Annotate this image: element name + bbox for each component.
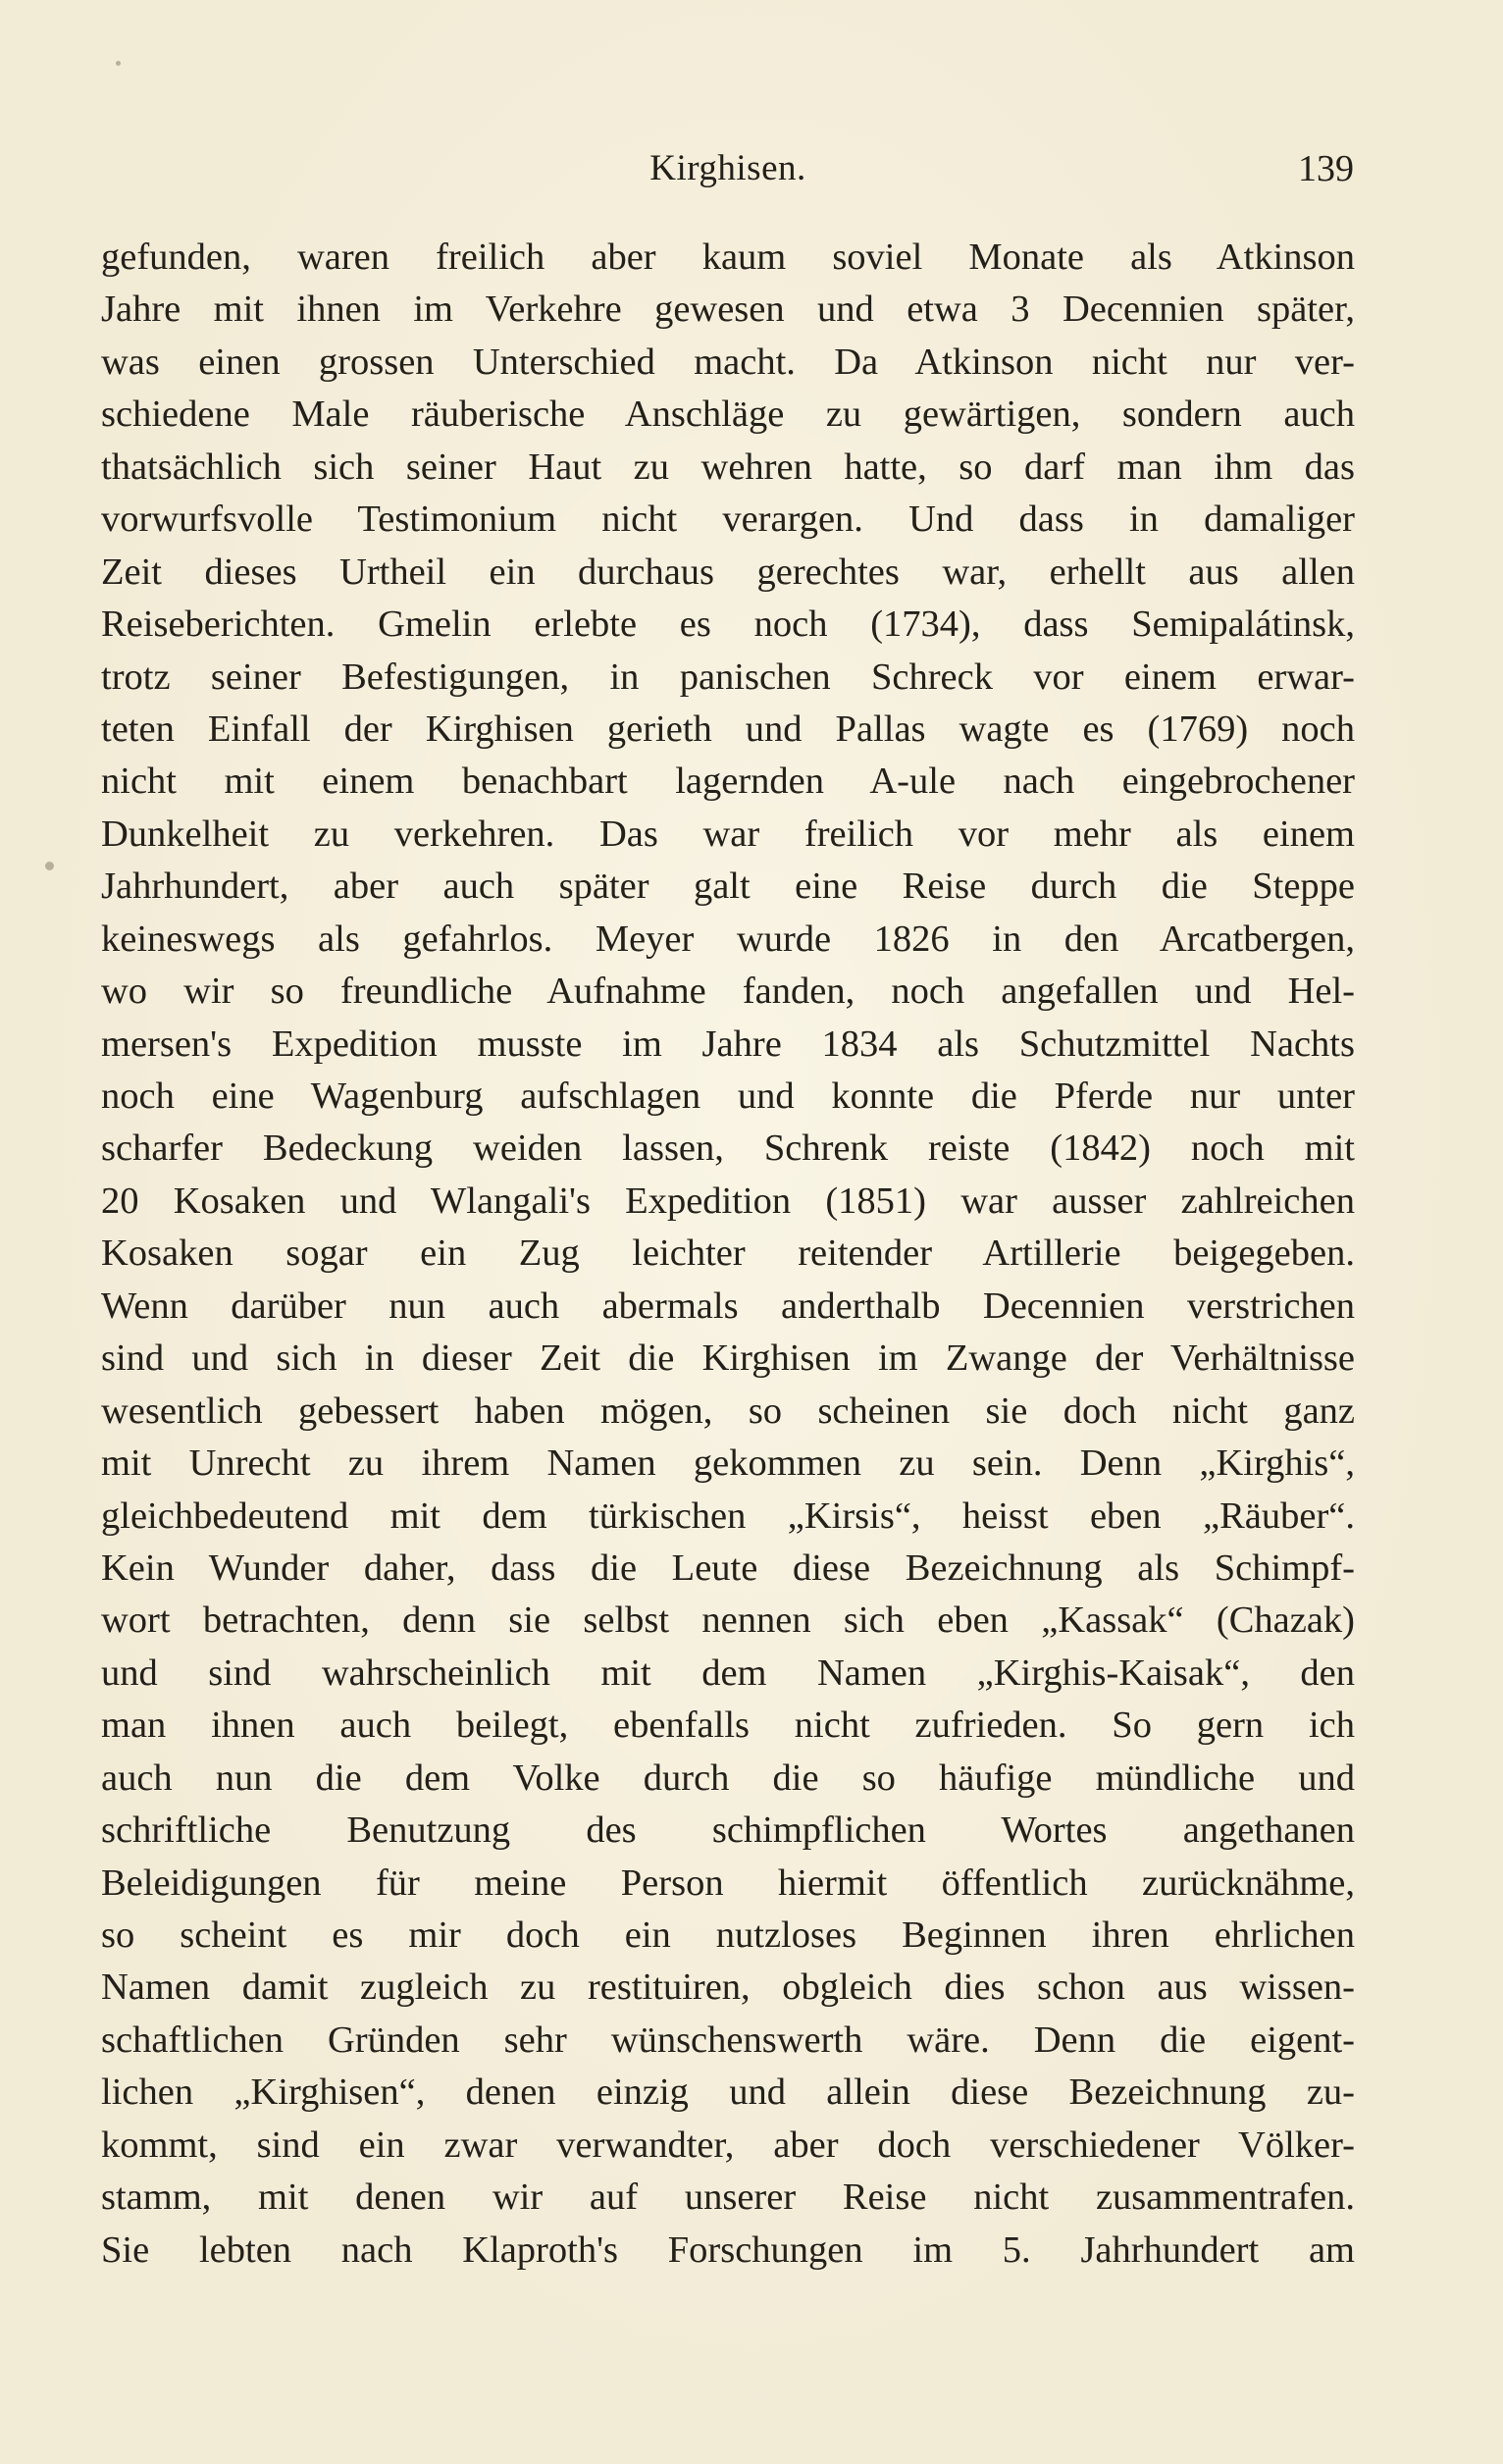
text-line: scharfer Bedeckung weiden lassen, Schrenk reiste (1842) noch mit — [101, 1127, 1355, 1170]
text-line: Kein Wunder daher, dass die Leute diese Bezeichnung als Schimpf- — [101, 1547, 1355, 1589]
text-line: schriftliche Benutzung des schimpflichen Wortes angethanen — [101, 1809, 1355, 1852]
text-line: schiedene Male räuberische Anschläge zu gewärtigen, sondern auch — [101, 393, 1355, 436]
text-line: Jahre mit ihnen im Verkehre gewesen und etwa 3 Decennien später, — [101, 288, 1355, 331]
running-title: Kirghisen. — [649, 148, 806, 188]
text-line: Namen damit zugleich zu restituiren, obgleich dies schon aus wissen- — [101, 1966, 1355, 2009]
text-line: sind und sich in dieser Zeit die Kirghisen im Zwange der Verhältnisse — [101, 1337, 1355, 1380]
paper-speck — [45, 862, 54, 870]
text-line: mit Unrecht zu ihrem Namen gekommen zu sein. Denn „Kirghis“, — [101, 1442, 1355, 1485]
text-line: Zeit dieses Urtheil ein durchaus gerechtes war, erhellt aus allen — [101, 550, 1355, 593]
text-line: schaftlichen Gründen sehr wünschenswerth wäre. Denn die eigent- — [101, 2018, 1355, 2061]
text-line: thatsächlich sich seiner Haut zu wehren hatte, so darf man ihm das — [101, 446, 1355, 488]
text-line: mersen's Expedition musste im Jahre 1834 als Schutzmittel Nachts — [101, 1022, 1355, 1065]
text-line: noch eine Wagenburg aufschlagen und konnte die Pferde nur unter — [101, 1075, 1355, 1117]
text-line: Reiseberichten. Gmelin erlebte es noch (1734), dass Semipalátinsk, — [101, 603, 1355, 646]
text-line: wo wir so freundliche Aufnahme fanden, noch angefallen und Hel- — [101, 970, 1355, 1013]
page-number: 139 — [1298, 148, 1354, 189]
text-line: auch nun die dem Volke durch die so häufige mündliche und — [101, 1756, 1355, 1799]
text-line: gefunden, waren freilich aber kaum soviel Monate als Atkinson — [101, 236, 1355, 278]
text-line: Sie lebten nach Klaproth's Forschungen im 5. Jahrhundert am — [101, 2228, 1355, 2271]
text-line: wort betrachten, denn sie selbst nennen sich eben „Kassak“ (Chazak) — [101, 1599, 1355, 1642]
text-line: Beleidigungen für meine Person hiermit öffentlich zurücknähme, — [101, 1861, 1355, 1904]
text-line: kommt, sind ein zwar verwandter, aber doch verschiedener Völker- — [101, 2123, 1355, 2166]
text-line: man ihnen auch beilegt, ebenfalls nicht zufrieden. So gern ich — [101, 1704, 1355, 1747]
text-line: lichen „Kirghisen“, denen einzig und allein diese Bezeichnung zu- — [101, 2071, 1355, 2114]
text-line: gleichbedeutend mit dem türkischen „Kirsis“, heisst eben „Räuber“. — [101, 1494, 1355, 1537]
paper-speck — [116, 61, 121, 66]
text-line: 20 Kosaken und Wlangali's Expedition (1851) war ausser zahlreichen — [101, 1180, 1355, 1222]
text-line: Wenn darüber nun auch abermals anderthalb Decennien verstrichen — [101, 1284, 1355, 1327]
text-line: was einen grossen Unterschied macht. Da Atkinson nicht nur ver- — [101, 341, 1355, 383]
text-line: trotz seiner Befestigungen, in panischen Schreck vor einem erwar- — [101, 655, 1355, 698]
text-line: Kosaken sogar ein Zug leichter reitender Artillerie beigegeben. — [101, 1232, 1355, 1275]
text-line: nicht mit einem benachbart lagernden A-ule nach eingebrochener — [101, 760, 1355, 803]
text-line: vorwurfsvolle Testimonium nicht verargen. Und dass in damaliger — [101, 498, 1355, 541]
body-text — [101, 232, 1355, 2277]
text-line: wesentlich gebessert haben mögen, so scheinen sie doch nicht ganz — [101, 1389, 1355, 1432]
running-head — [102, 145, 1354, 192]
text-line: teten Einfall der Kirghisen gerieth und Pallas wagte es (1769) noch — [101, 708, 1355, 750]
text-line: so scheint es mir doch ein nutzloses Beginnen ihren ehrlichen — [101, 1914, 1355, 1956]
text-line: Dunkelheit zu verkehren. Das war freilich vor mehr als einem — [101, 813, 1355, 855]
text-line: und sind wahrscheinlich mit dem Namen „Kirghis-Kaisak“, den — [101, 1651, 1355, 1694]
text-line: Jahrhundert, aber auch später galt eine Reise durch die Steppe — [101, 865, 1355, 908]
text-line: stamm, mit denen wir auf unserer Reise nicht zusammentrafen. — [101, 2176, 1355, 2219]
text-line: keineswegs als gefahrlos. Meyer wurde 1826 in den Arcatbergen, — [101, 917, 1355, 960]
